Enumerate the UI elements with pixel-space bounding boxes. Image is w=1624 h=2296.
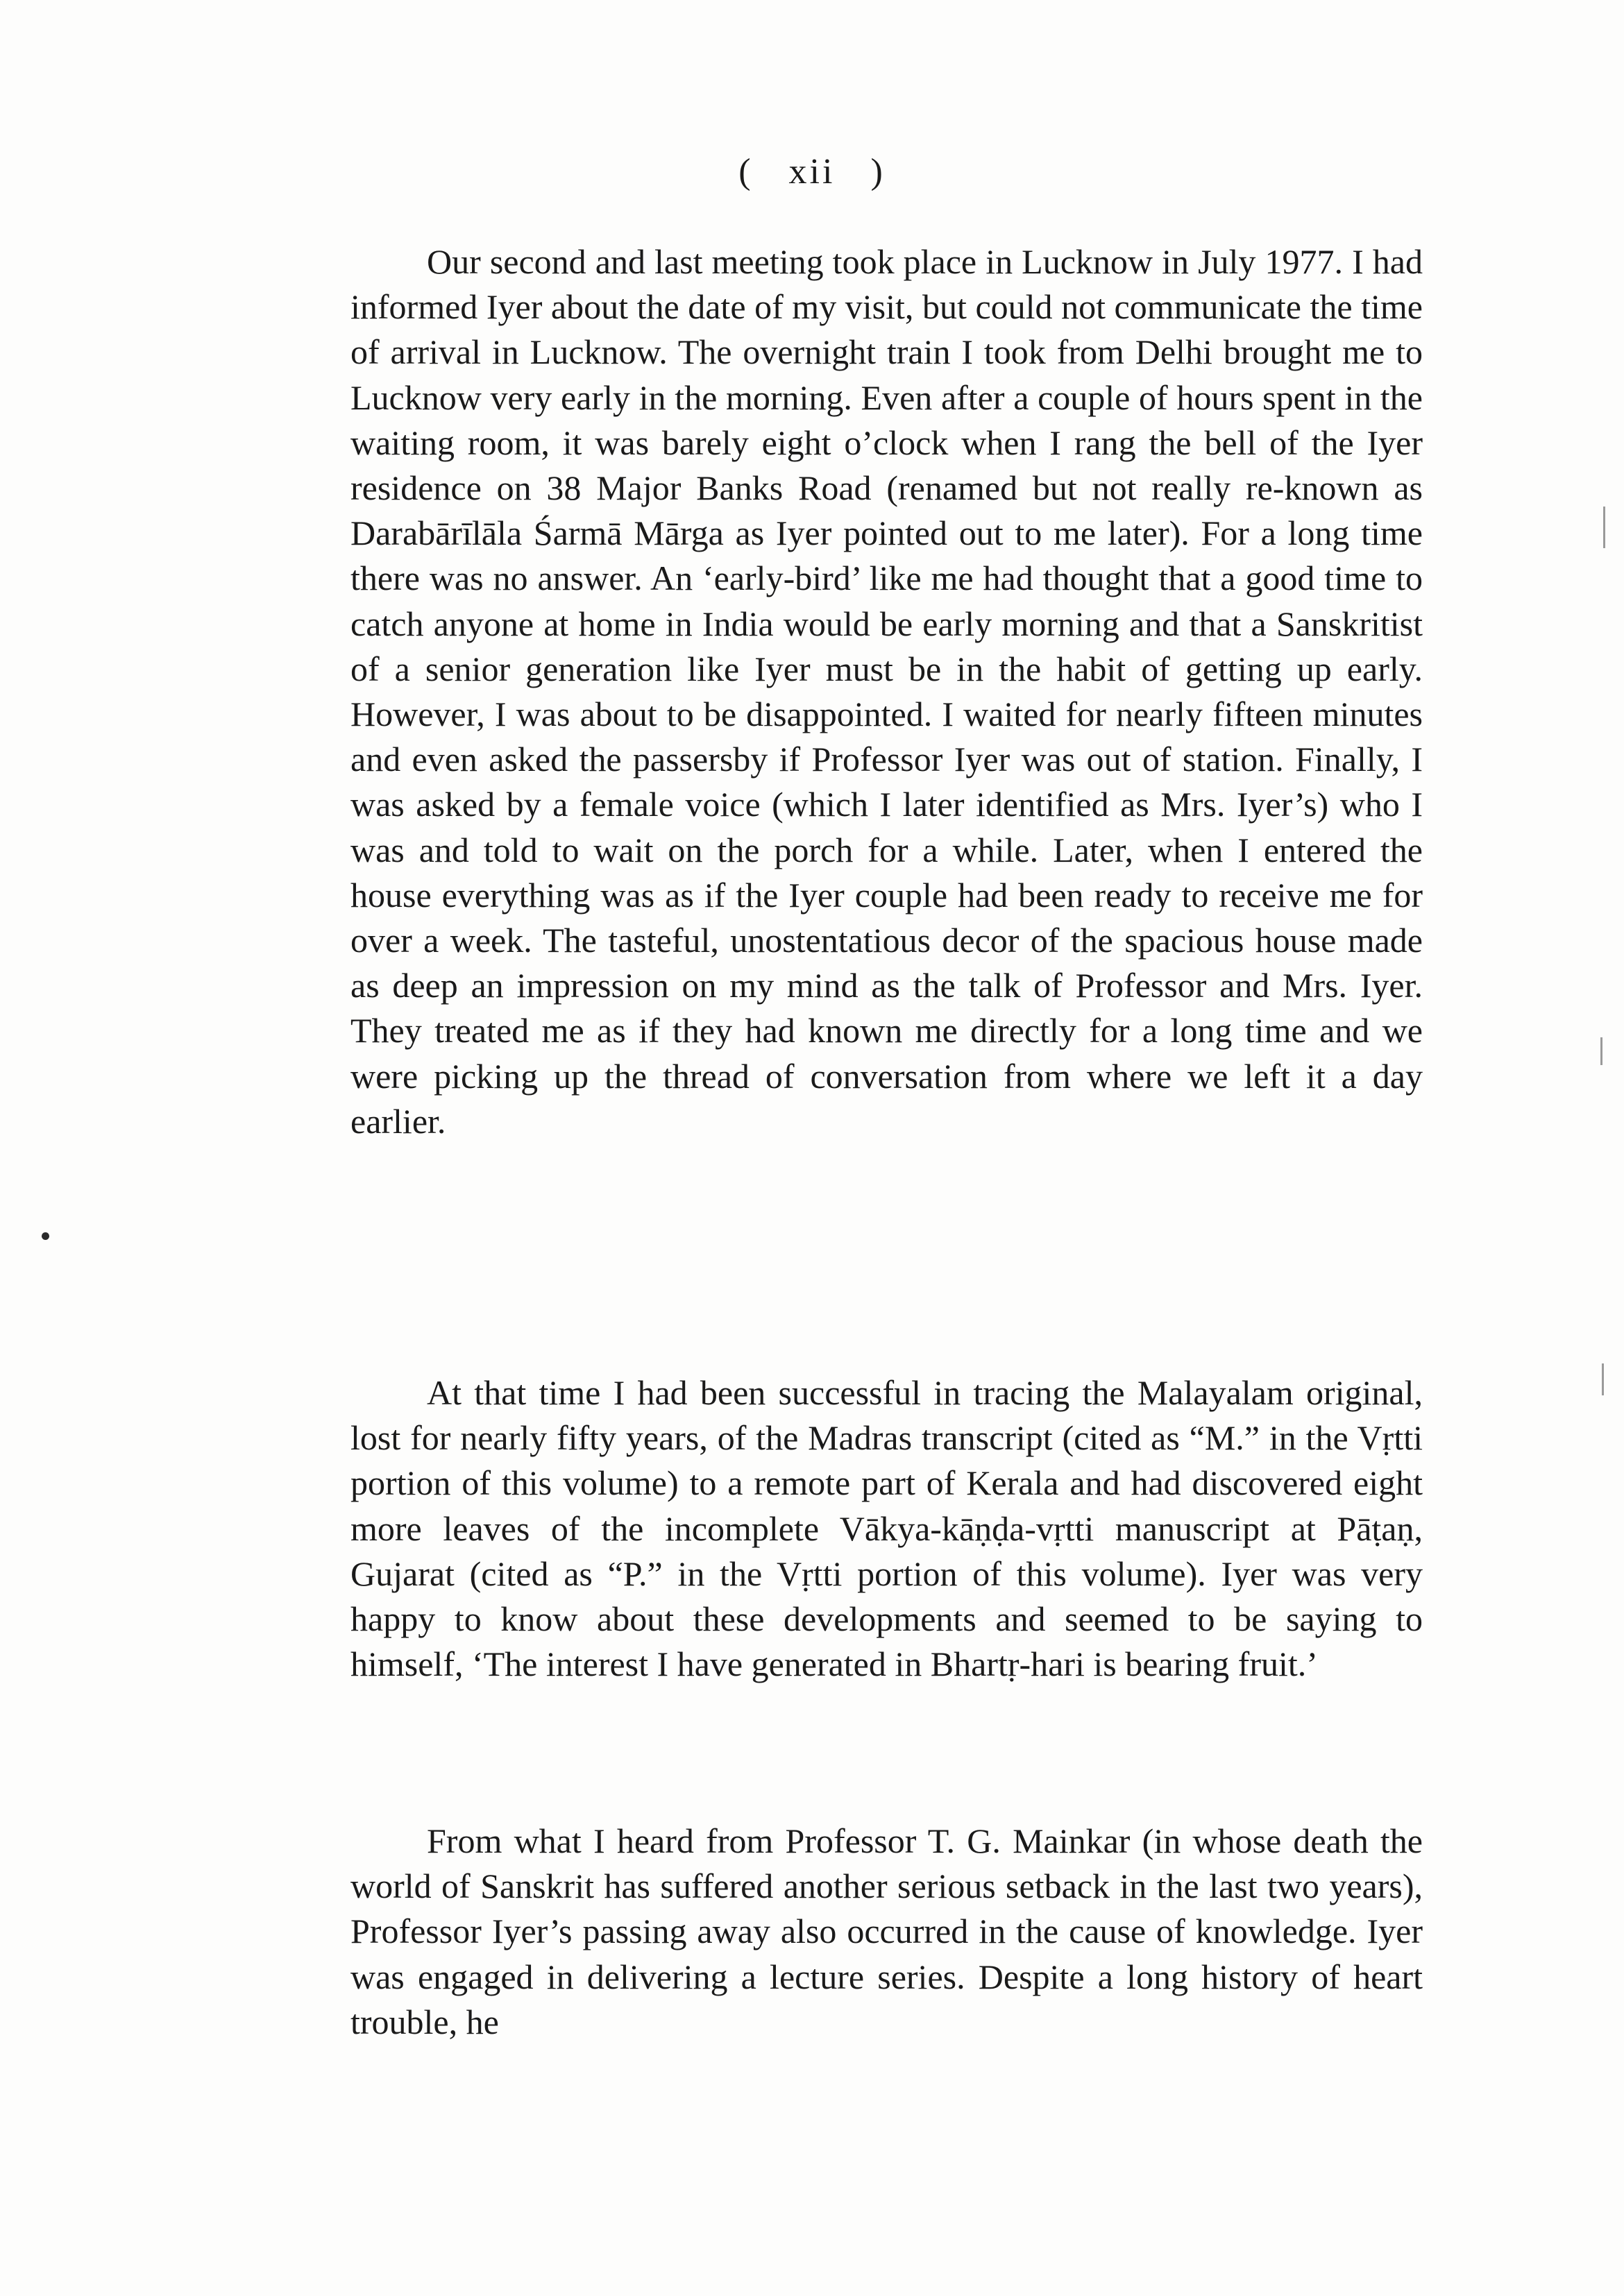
scan-speck	[42, 1232, 49, 1240]
paragraph-block	[350, 1819, 1423, 2045]
paragraph-block	[350, 239, 1423, 1144]
scan-edge-mark	[1602, 1363, 1604, 1395]
paragraph-first-meeting: Our second and last meeting took place in Lucknow in July 1977. I had informed Iyer about the date of my visit, but could not communicate the time of arrival in Lucknow. The overnight train I took from Delhi brought me to Lucknow very early in the morning. Even after a couple of hours spent in the waiting room, it was barely eight o’clock when I rang the bell of the Iyer residence on 38 Major Banks Road (renamed but not really re-known as Darabārīlāla Śarmā Mārga as Iyer pointed out to me later). For a long time there was no answer. An ‘early-bird’ like me had thought that a good time to catch anyone at home in India would be early morning and that a Sanskritist of a senior generation like Iyer must be in the habit of getting up early. However, I was about to be disappointed. I waited for nearly fifteen minutes and even asked the passersby if Professor Iyer was out of station. Finally, I was asked by a female voice (which I later identified as Mrs. Iyer’s) who I was and told to wait on the porch for a while. Later, when I entered the house everything was as if the Iyer couple had been ready to receive me for over a week. The tasteful, unostentatious decor of the spacious house made as deep an impression on my mind as the talk of Professor and Mrs. Iyer. They treated me as if they had known me directly for a long time and we were picking up the thread of conversation from where we left it a day earlier.	[350, 242, 1423, 1141]
page-number: ( xii )	[738, 152, 886, 192]
paragraph-block	[350, 1370, 1423, 1687]
scan-edge-mark	[1603, 507, 1605, 548]
paragraph-manuscript-discovery: At that time I had been successful in tracing the Malayalam original, lost for nearly fifty years, of the Madras transcript (cited as “M.” in the Vṛtti portion of this volume) to a remote part of Kerala and had discovered eight more leaves of the incomplete Vākya-kāṇḍa-vṛtti manuscript at Pāṭaṇ, Gujarat (cited as “P.” in the Vṛtti portion of this volume). Iyer was very happy to know about these developments and seemed to be saying to himself, ‘The interest I have generated in Bhartṛ-hari is bearing fruit.’	[350, 1373, 1423, 1684]
paragraph-passing-away: From what I heard from Professor T. G. Mainkar (in whose death the world of Sanskrit has suffered another serious setback in the last two years), Professor Iyer’s passing away also occurred in the cause of knowledge. Iyer was engaged in delivering a lecture series. Despite a long history of heart trouble, he	[350, 1821, 1423, 2041]
scan-edge-mark	[1600, 1037, 1602, 1065]
